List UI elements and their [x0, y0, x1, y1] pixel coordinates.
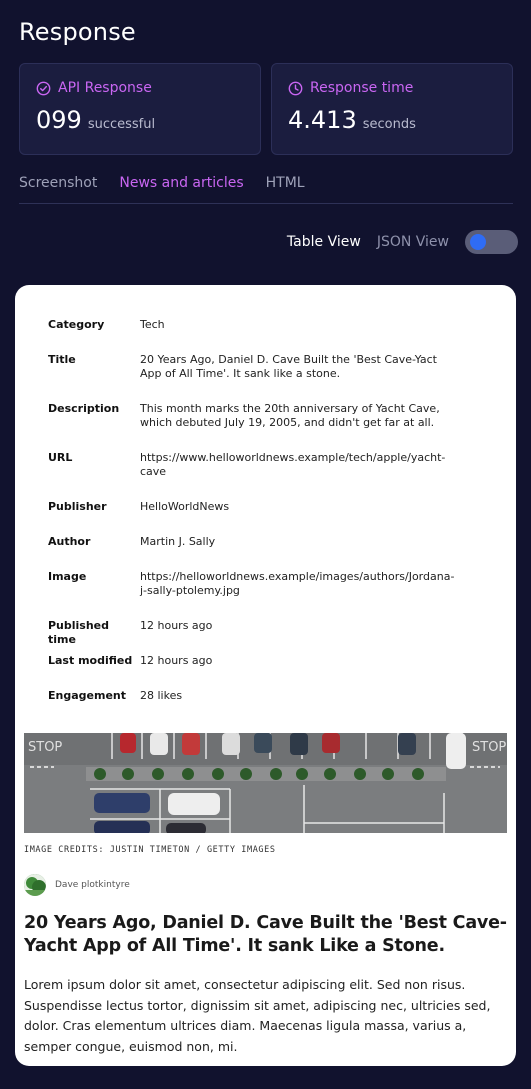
json-view-option[interactable]: JSON View — [376, 234, 449, 250]
parking-lot-illustration — [24, 733, 507, 833]
field-key: Category — [48, 318, 105, 331]
field-row-category — [48, 318, 488, 332]
table-view-option[interactable]: Table View — [286, 234, 361, 250]
response-time-card — [271, 63, 513, 155]
tab-news-and-articles[interactable]: News and articles — [119, 175, 244, 191]
field-row-image — [48, 570, 488, 598]
image-credits: IMAGE CREDITS: JUSTIN TIMETON / GETTY IMAGES — [24, 845, 276, 855]
field-row-engagement — [48, 689, 488, 703]
field-value: 12 hours ago — [140, 619, 213, 632]
page-title: Response — [19, 18, 136, 46]
response-time-header — [288, 80, 413, 96]
field-row-publisher — [48, 500, 488, 514]
api-response-card — [19, 63, 261, 155]
response-time-value-row — [288, 106, 416, 134]
field-key: Title — [48, 353, 76, 366]
svg-text:STOP: STOP — [472, 740, 507, 755]
response-time-label: Response time — [310, 80, 414, 96]
field-value: HelloWorldNews — [140, 500, 230, 513]
api-response-header — [36, 80, 152, 96]
field-value: This month marks the 20th anniversary of Yacht Cave, which debuted July 19, 2005, and didn't get far at all. — [140, 402, 440, 429]
field-value: Martin J. Sally — [140, 535, 216, 548]
api-response-label: API Response — [58, 80, 152, 96]
field-row-description — [48, 402, 488, 430]
check-circle-icon — [36, 81, 51, 96]
article-headline: 20 Years Ago, Daniel D. Cave Built the 'Best Cave-Yacht App of All Time'. It sank Like a Stone. — [24, 913, 507, 956]
field-key: Description — [48, 402, 120, 415]
field-row-title — [48, 353, 488, 381]
field-value: Tech — [140, 318, 165, 331]
field-value[interactable]: https://www.helloworldnews.example/tech/apple/yacht-cave — [140, 451, 446, 478]
svg-text:STOP: STOP — [28, 740, 63, 755]
field-key: Publisher — [48, 500, 107, 513]
field-row-published-time — [48, 619, 488, 647]
field-value: 28 likes — [140, 689, 183, 702]
field-value: 20 Years Ago, Daniel D. Cave Built the 'Best Cave-Yact App of All Time'. It sank like a stone. — [140, 353, 437, 380]
article-card — [15, 285, 516, 1066]
field-row-last-modified — [48, 654, 488, 668]
response-time-unit: seconds — [362, 117, 416, 132]
clock-icon — [288, 81, 303, 96]
field-key: Author — [48, 535, 91, 548]
field-key: URL — [48, 451, 73, 464]
field-key: Engagement — [48, 689, 126, 702]
article-hero-image — [24, 733, 507, 833]
avatar[interactable] — [24, 874, 46, 896]
field-key: Image — [48, 570, 87, 583]
response-time-value: 4.413 — [288, 106, 357, 134]
field-value: 12 hours ago — [140, 654, 213, 667]
article-body: Lorem ipsum dolor sit amet, consectetur adipiscing elit. Sed non risus. Suspendisse lectus tortor, dignissim sit amet, adipiscing nec, ultricies sed, dolor. Cras elementum ultrices diam. Maecenas ligula massa, varius a, semper congue, euismod non, mi. — [24, 977, 491, 1054]
author-row — [24, 874, 130, 896]
author-name[interactable]: Dave plotkintyre — [55, 880, 130, 890]
field-value[interactable]: https://helloworldnews.example/images/authors/Jordana-j-sally-ptolemy.jpg — [140, 570, 455, 597]
tab-screenshot[interactable]: Screenshot — [19, 175, 98, 191]
response-tabs — [19, 175, 513, 204]
toggle-knob — [470, 234, 486, 250]
api-response-value: 099 — [36, 106, 82, 134]
field-row-url — [48, 451, 488, 479]
api-response-unit: successful — [87, 117, 156, 132]
view-switcher — [287, 230, 518, 254]
field-key: Last modified — [48, 654, 133, 667]
field-key: Published time — [48, 619, 110, 646]
field-row-author — [48, 535, 488, 549]
tab-html[interactable]: HTML — [265, 175, 305, 191]
avatar-image-icon — [24, 874, 46, 896]
view-toggle-switch[interactable] — [465, 230, 518, 254]
api-response-value-row — [36, 106, 155, 134]
